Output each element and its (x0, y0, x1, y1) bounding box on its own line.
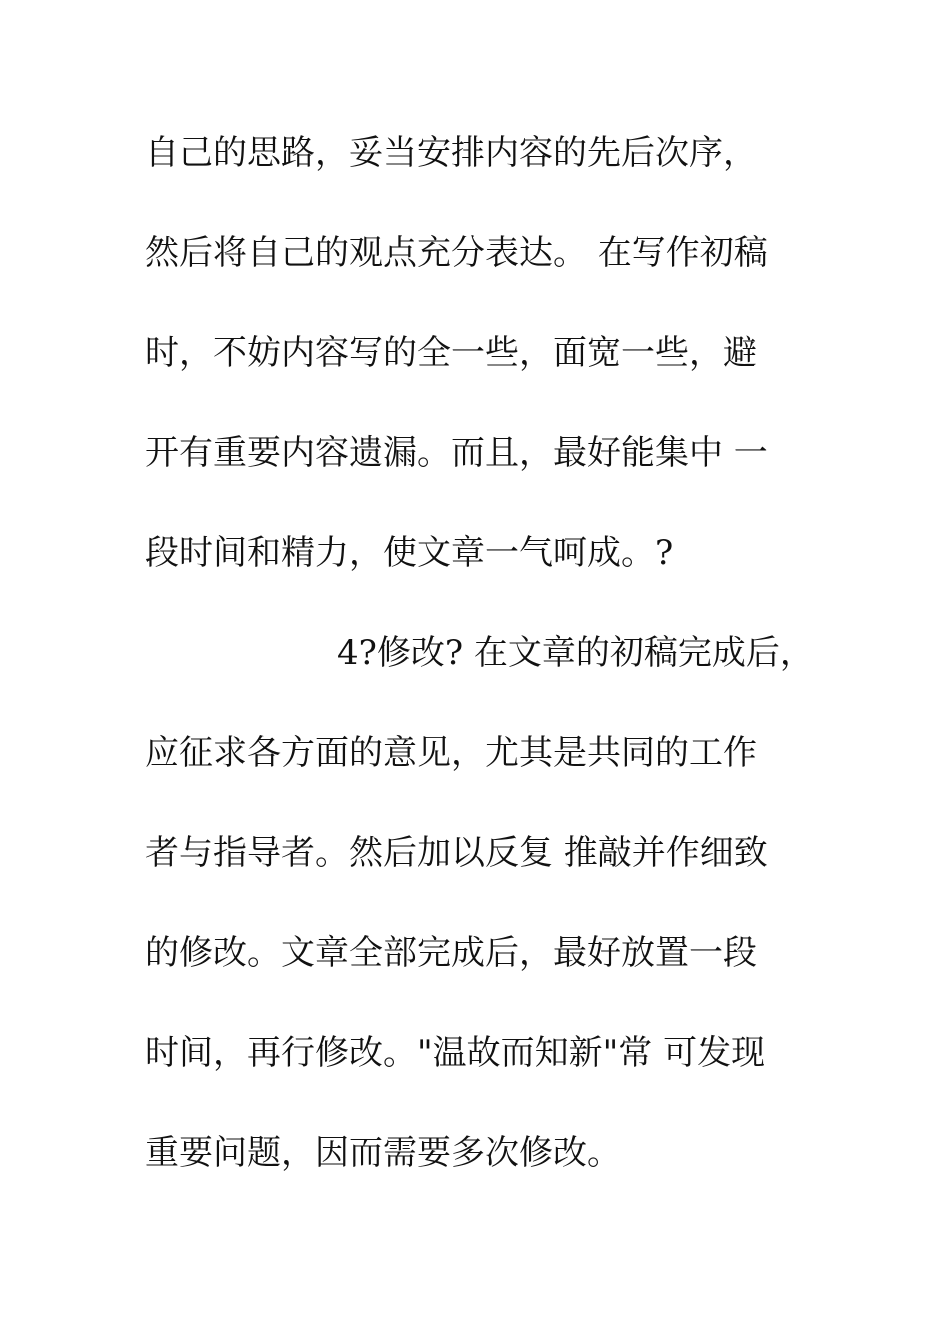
text-line: 应征求各方面的意见，尤其是共同的工作 (145, 733, 757, 773)
text-line: 时间，再行修改。"温故而知新"常 可发现 (145, 1033, 766, 1073)
text-line: 的修改。文章全部完成后，最好放置一段 (145, 933, 757, 973)
text-line: 者与指导者。然后加以反复 推敲并作细致 (145, 833, 768, 873)
text-line: 时，不妨内容写的全一些，面宽一些，避 (145, 333, 757, 373)
text-line: 然后将自己的观点充分表达。 在写作初稿 (145, 233, 768, 273)
text-line: 重要问题，因而需要多次修改。 (145, 1133, 621, 1173)
text-line: 自己的思路，妥当安排内容的先后次序， (145, 133, 757, 173)
text-line: 开有重要内容遗漏。而且，最好能集中 一 (145, 433, 768, 473)
section-heading-line: 4?修改? 在文章的初稿完成后， (337, 633, 814, 673)
text-line: 段时间和精力，使文章一气呵成。? (145, 533, 674, 573)
